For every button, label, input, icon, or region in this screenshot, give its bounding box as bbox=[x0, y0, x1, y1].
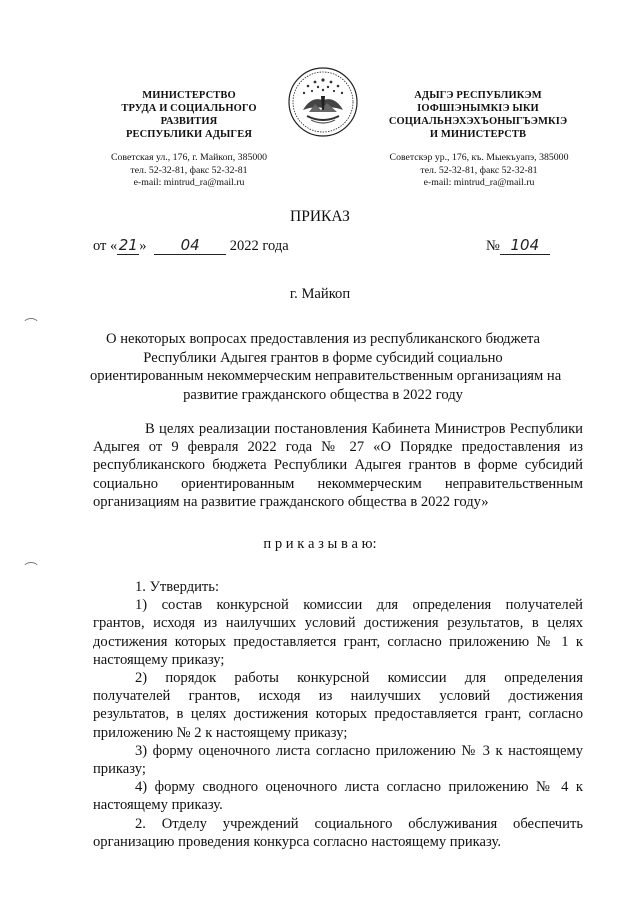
item-2: 2. Отделу учреждений социального обслуживания обеспечить организацию проведения конкурса согласно настоящему приказу. bbox=[93, 815, 583, 850]
punch-hole-mark bbox=[22, 562, 40, 578]
coat-of-arms-icon bbox=[287, 66, 359, 138]
order-word: п р и к а з ы в а ю: bbox=[263, 536, 377, 552]
preamble-paragraph: В целях реализации постановления Кабинета Министров Республики Адыгея от 9 февраля 2022 года № 27 «О Порядке предоставления из республиканского бюджета Республики Адыгея грантов в форме субсидий социально ориентированным некоммерческим неправительственным организациям на развитие гражданского общества в 2022 году» bbox=[93, 421, 583, 510]
ministry-name-ady: АДЫГЭ РЕСПУБЛИКЭМ ІОФШІЭНЫМКІЭ ЫКИ СОЦИАЛЬНЭХЭХЪОНЫГЪЭМКІЭ И МИНИСТЕРСТВ bbox=[388, 90, 568, 140]
item-1-1: 1) состав конкурсной комиссии для определения получателей грантов, исходя из наилучших условий достижения результатов, в целях достижения которых предоставляется грант, согласно приложению № 1 к настоящему приказу; bbox=[93, 597, 583, 668]
item-1-2: 2) порядок работы конкурсной комиссии для определения получателей грантов, исходя из наилучших условий достижения результатов, в целях достижения которых предоставляется грант, согласно приложению № 2 к настоящему приказу; bbox=[93, 670, 583, 741]
order-number-handwritten: 104 bbox=[500, 236, 550, 255]
punch-hole-mark bbox=[22, 318, 40, 334]
item-1-4: 4) форму сводного оценочного листа согласно приложению № 4 к настоящему приказу. bbox=[93, 779, 583, 814]
date-month-handwritten: 04 bbox=[154, 236, 226, 255]
ministry-address-ady: Советскэр ур., 176, къ. Мыекъуапэ, 385000 тел. 52-32-81, факс 52-32-81 e-mail: mintrud_ra@mail.ru bbox=[389, 152, 569, 188]
ministry-name-ru: МИНИСТЕРСТВО ТРУДА И СОЦИАЛЬНОГО РАЗВИТИЯ РЕСПУБЛИКИ АДЫГЕЯ bbox=[121, 90, 257, 140]
order-items bbox=[93, 578, 583, 851]
order-date: от «21» 04 2022 года bbox=[93, 236, 289, 254]
ministry-address-ru: Советская ул., 176, г. Майкоп, 385000 тел. 52-32-81, факс 52-32-81 e-mail: mintrud_ra@mail.ru bbox=[110, 152, 268, 188]
item-1-3: 3) форму оценочного листа согласно приложению № 3 к настоящему приказу; bbox=[93, 742, 583, 778]
doc-type-title: ПРИКАЗ bbox=[290, 208, 350, 225]
city: г. Майкоп bbox=[289, 286, 351, 302]
date-day-handwritten: 21 bbox=[118, 236, 138, 254]
order-number: № 104 bbox=[486, 236, 550, 255]
item-1: 1. Утвердить: bbox=[135, 579, 220, 595]
order-subject: О некоторых вопросах предоставления из республиканского бюджета Республики Адыгея грантов в форме субсидий социально ориентированным некоммерческим неправительственным организациям на развитие гражданского общества в 2022 году bbox=[90, 331, 562, 403]
